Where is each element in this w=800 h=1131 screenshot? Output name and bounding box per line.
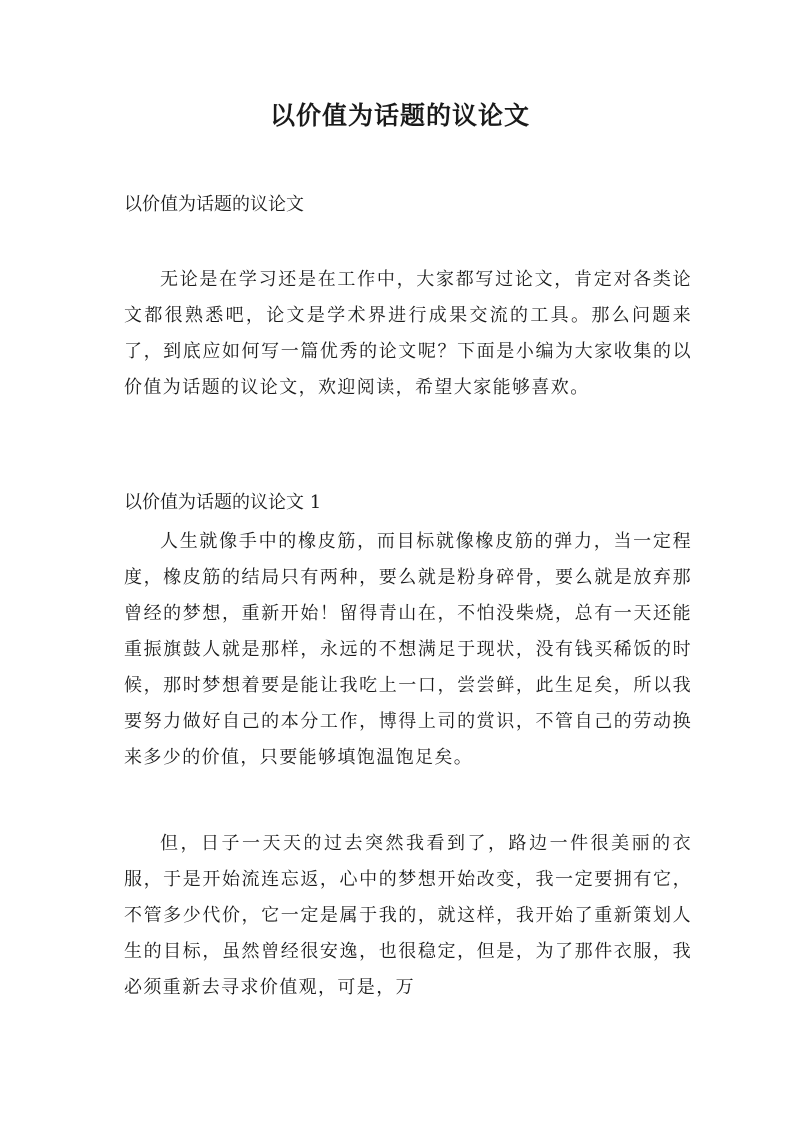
section-heading: 以价值为话题的议论文 1 [124,492,322,513]
body-paragraph: 人生就像手中的橡皮筋，而目标就像橡皮筋的弹力，当一定程度，橡皮筋的结局只有两种，要么就是粉身碎骨，要么就是放弃那曾经的梦想，重新开始！留得青山在，不怕没柴烧，总有一天还能重振旗鼓人就是那样，永远的不想满足于现状，没有钱买稀饭的时候，那时梦想着要是能让我吃上一口，尝尝鲜，此生足矣，所以我要努力做好自己的本分工作，博得上司的赏识，不管自己的劳动换来多少的价值，只要能够填饱温饱足矣。 [124,531,692,768]
document-subtitle: 以价值为话题的议论文 [124,194,304,215]
intro-paragraph: 无论是在学习还是在工作中，大家都写过论文，肯定对各类论文都很熟悉吧，论文是学术界进行成果交流的工具。那么问题来了，到底应如何写一篇优秀的论文呢？下面是小编为大家收集的以价值为话题的议论文，欢迎阅读，希望大家能够喜欢。 [124,269,692,398]
body-paragraph: 但，日子一天天的过去突然我看到了，路边一件很美丽的衣服，于是开始流连忘返，心中的梦想开始改变，我一定要拥有它，不管多少代价，它一定是属于我的，就这样，我开始了重新策划人生的目标，虽然曾经很安逸，也很稳定，但是，为了那件衣服，我必须重新去寻求价值观，可是，万 [124,833,692,998]
document-title: 以价值为话题的议论文 [269,101,530,130]
